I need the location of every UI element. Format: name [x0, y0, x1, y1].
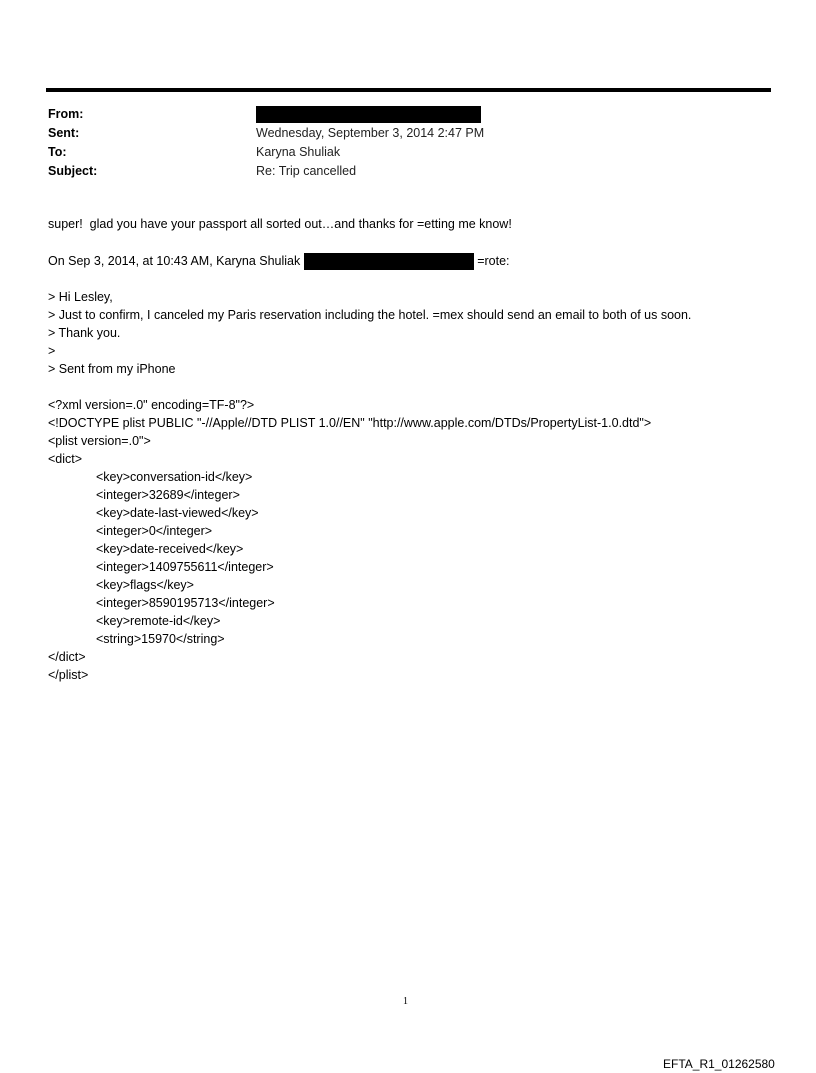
reply-text: super! glad you have your passport all sorted out…and thanks for =etting me know!: [48, 217, 512, 231]
xml-inner-line: <integer>32689</integer>: [96, 488, 240, 502]
xml-line: <plist version=.0">: [48, 434, 151, 448]
sent-label: Sent:: [48, 126, 80, 140]
xml-inner-line: <string>15970</string>: [96, 632, 225, 646]
subject-label: Subject:: [48, 164, 98, 178]
quote-intro-line: [48, 252, 510, 270]
xml-inner-line: <key>conversation-id</key>: [96, 470, 253, 484]
from-value-redacted: [256, 105, 481, 123]
xml-inner-line: <integer>1409755611</integer>: [96, 560, 274, 574]
sent-value: Wednesday, September 3, 2014 2:47 PM: [256, 126, 485, 140]
from-label: From:: [48, 107, 84, 121]
xml-inner-line: <key>remote-id</key>: [96, 614, 221, 628]
xml-line: <!DOCTYPE plist PUBLIC "-//Apple//DTD PLIST 1.0//EN" "http://www.apple.com/DTDs/PropertyList-1.0.dtd">: [48, 416, 652, 430]
quoted-line: > Sent from my iPhone: [48, 362, 176, 376]
quote-intro: On Sep 3, 2014, at 10:43 AM, Karyna Shuliak: [48, 254, 301, 268]
xml-inner-line: <integer>8590195713</integer>: [96, 596, 275, 610]
redacted-email: [304, 253, 474, 270]
document-id: EFTA_R1_01262580: [663, 1057, 775, 1071]
xml-inner-line: <key>date-last-viewed</key>: [96, 506, 259, 520]
xml-inner-line: <integer>0</integer>: [96, 524, 213, 538]
xml-line: <dict>: [48, 452, 83, 466]
xml-line: <?xml version=.0" encoding=TF-8"?>: [48, 398, 255, 412]
xml-inner-line: <key>flags</key>: [96, 578, 194, 592]
to-value: Karyna Shuliak: [256, 145, 341, 159]
xml-inner-line: <key>date-received</key>: [96, 542, 244, 556]
xml-line: </dict>: [48, 650, 86, 664]
xml-line: </plist>: [48, 668, 89, 682]
quote-intro-end: =rote:: [477, 254, 510, 268]
to-label: To:: [48, 145, 67, 159]
header-rule: [46, 88, 771, 92]
subject-value: Re: Trip cancelled: [256, 164, 357, 178]
quoted-line: > Just to confirm, I canceled my Paris reservation including the hotel. =mex should send an email to both of us soon.: [48, 308, 692, 322]
page-number: 1: [403, 996, 408, 1007]
quoted-line: >: [48, 344, 56, 358]
quoted-line: > Thank you.: [48, 326, 121, 340]
quoted-line: > Hi Lesley,: [48, 290, 113, 304]
